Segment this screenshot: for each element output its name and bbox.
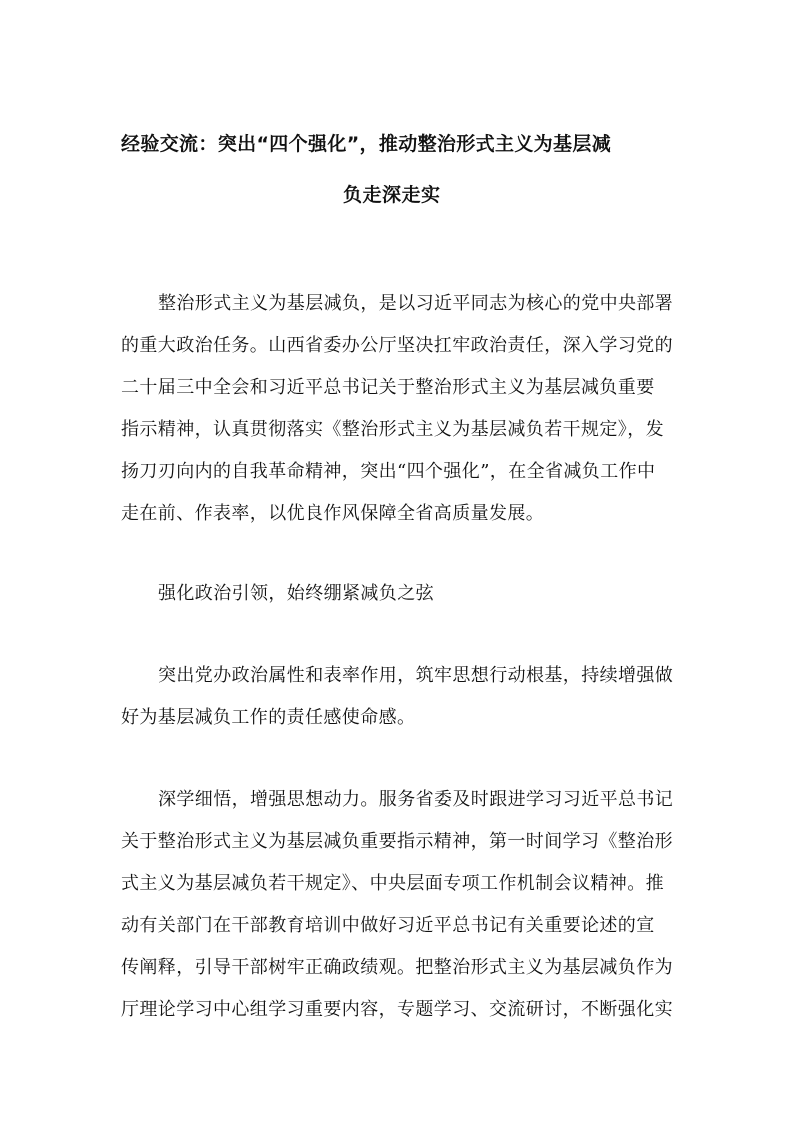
- document-title-line-2: 负走深走实: [343, 184, 441, 206]
- paragraph-1-line: 二十届三中全会和习近平总书记关于整治形式主义为基层减负重要: [121, 377, 655, 398]
- paragraph-4-line: 式主义为基层减负若干规定》、中央层面专项工作机制会议精神。推: [121, 873, 664, 894]
- section-heading: 强化政治引领，始终绷紧减负之弦: [158, 583, 434, 604]
- paragraph-4-line: 动有关部门在干部教育培训中做好习近平总书记有关重要论述的宣: [121, 915, 655, 936]
- paragraph-3-line: 突出党办政治属性和表率作用，筑牢思想行动根基，持续增强做: [158, 665, 674, 686]
- paragraph-1-line: 整治形式主义为基层减负，是以习近平同志为核心的党中央部署: [158, 293, 674, 314]
- paragraph-1-line: 的重大政治任务。山西省委办公厅坚决扛牢政治责任，深入学习党的: [121, 335, 673, 356]
- paragraph-4-line: 传阐释，引导干部树牢正确政绩观。把整治形式主义为基层减负作为: [121, 957, 673, 978]
- paragraph-1-line: 指示精神，认真贯彻落实《整治形式主义为基层减负若干规定》，发: [121, 419, 664, 440]
- paragraph-3-line: 好为基层减负工作的责任感使命感。: [121, 707, 416, 728]
- paragraph-1-line: 走在前、作表率，以优良作风保障全省高质量发展。: [121, 503, 545, 524]
- paragraph-4-line: 深学细悟，增强思想动力。服务省委及时跟进学习习近平总书记: [158, 789, 674, 810]
- paragraph-1-line: 扬刀刃向内的自我革命精神，突出“四个强化”，在全省减负工作中: [121, 461, 656, 482]
- paragraph-4-line: 厅理论学习中心组学习重要内容，专题学习、交流研讨，不断强化实: [121, 999, 673, 1020]
- paragraph-4-line: 关于整治形式主义为基层减负重要指示精神，第一时间学习《整治形: [121, 831, 673, 852]
- document-title-line-1: 经验交流：突出“四个强化”，推动整治形式主义为基层减: [121, 133, 612, 155]
